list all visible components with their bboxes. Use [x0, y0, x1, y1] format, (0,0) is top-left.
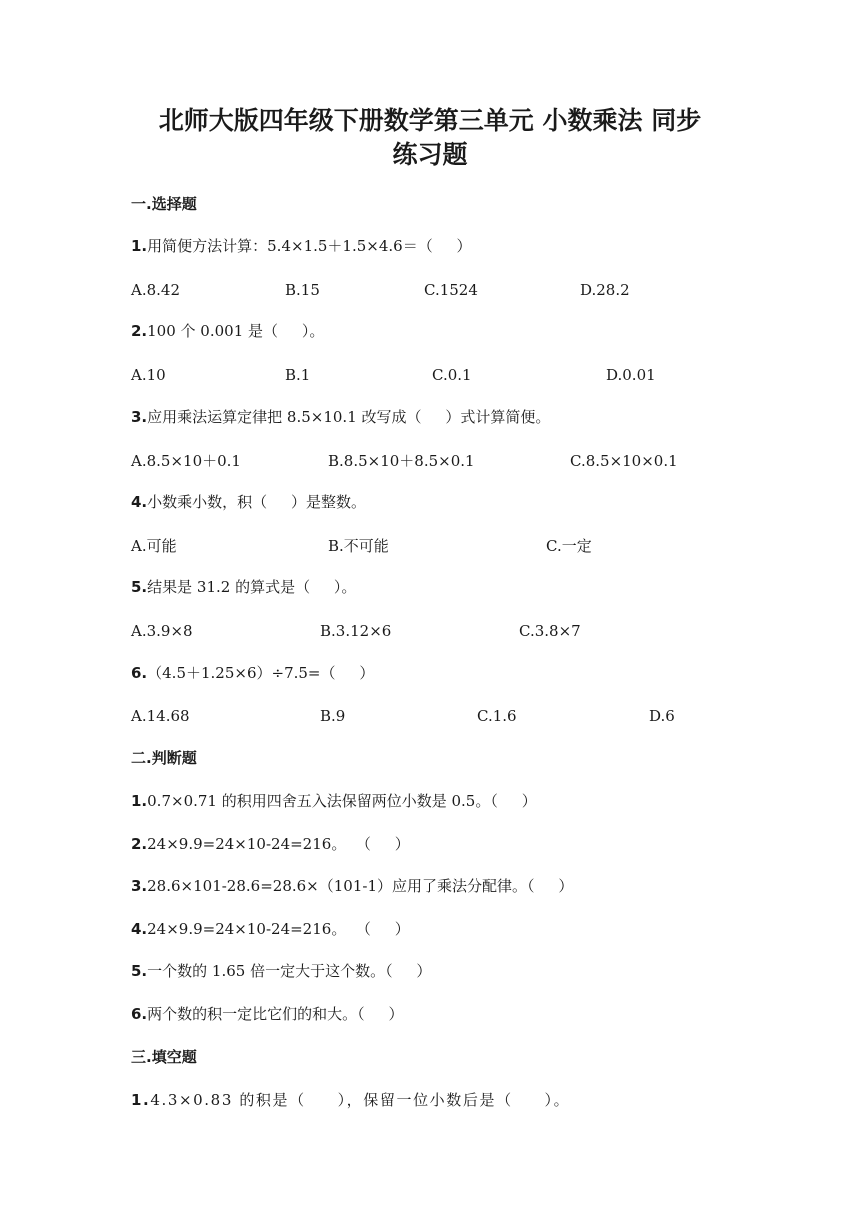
option-b: B.8.5×10＋8.5×0.1 [328, 452, 475, 470]
question-number: 6. [131, 1005, 148, 1023]
choice-question-2 [131, 321, 324, 341]
option-c: C.3.8×7 [519, 622, 581, 640]
question-number: 1. [131, 237, 148, 255]
question-number: 3. [131, 408, 148, 426]
question-text: 24×9.9=24×10-24=216。 （ ） [147, 920, 410, 938]
option-a: A.10 [131, 366, 166, 384]
option-a: A.14.68 [131, 707, 190, 725]
option-d: D.28.2 [580, 281, 630, 299]
option-d: D.0.01 [606, 366, 656, 384]
question-text: 应用乘法运算定律把 8.5×10.1 改写成（ ）式计算简便。 [147, 408, 551, 426]
question-text: 小数乘小数，积（ ）是整数。 [147, 493, 366, 511]
choice-question-5 [131, 577, 356, 597]
question-text: 24×9.9=24×10-24=216。 （ ） [147, 835, 410, 853]
option-c: C.一定 [546, 537, 592, 555]
question-text: 用简便方法计算：5.4×1.5＋1.5×4.6＝（ ） [147, 237, 472, 255]
option-b: B.不可能 [328, 537, 389, 555]
judgement-question-6 [131, 1004, 403, 1024]
option-a: A.8.42 [131, 281, 180, 299]
question-number: 5. [131, 962, 148, 980]
question-text: 结果是 31.2 的算式是（ ）。 [147, 578, 357, 596]
judgement-question-3 [131, 876, 573, 896]
question-text: 两个数的积一定比它们的和大。（ ） [147, 1005, 404, 1023]
choice-question-3 [131, 407, 550, 427]
option-c: C.1524 [424, 281, 478, 299]
question-text: （4.5＋1.25×6）÷7.5=（ ） [147, 664, 375, 682]
question-number: 2. [131, 322, 148, 340]
title-line-1: 北师大版四年级下册数学第三单元 小数乘法 同步 [158, 106, 702, 135]
option-b: B.1 [285, 366, 311, 384]
option-c: C.1.6 [477, 707, 517, 725]
section-heading-fill-in: 三.填空题 [131, 1048, 197, 1066]
judgement-question-1 [131, 791, 537, 811]
question-number: 6. [131, 664, 148, 682]
question-text: 0.7×0.71 的积用四舍五入法保留两位小数是 0.5。（ ） [147, 792, 537, 810]
option-c: C.8.5×10×0.1 [570, 452, 678, 470]
option-a: A.3.9×8 [131, 622, 193, 640]
question-number: 1. [131, 1091, 151, 1109]
question-number: 3. [131, 877, 148, 895]
option-b: B.15 [285, 281, 320, 299]
choice-question-4 [131, 492, 366, 512]
question-text: 4.3×0.83 的积是（ ），保留一位小数后是（ ）。 [150, 1091, 571, 1109]
judgement-question-2 [131, 834, 410, 854]
judgement-question-5 [131, 961, 431, 981]
document-title [0, 104, 860, 172]
title-line-2: 练习题 [392, 140, 468, 169]
section-heading-choice: 一.选择题 [131, 195, 197, 213]
section-heading-judgement: 二.判断题 [131, 749, 197, 767]
fill-in-question-1 [131, 1090, 570, 1110]
question-text: 100 个 0.001 是（ ）。 [147, 322, 325, 340]
option-a: A.可能 [131, 537, 177, 555]
question-number: 1. [131, 792, 148, 810]
option-c: C.0.1 [432, 366, 472, 384]
choice-question-1 [131, 236, 472, 256]
question-number: 4. [131, 920, 148, 938]
option-d: D.6 [649, 707, 675, 725]
question-number: 4. [131, 493, 148, 511]
choice-question-6 [131, 663, 374, 683]
option-b: B.3.12×6 [320, 622, 392, 640]
option-b: B.9 [320, 707, 346, 725]
question-text: 28.6×101-28.6=28.6×（101-1）应用了乘法分配律。（ ） [147, 877, 574, 895]
question-number: 5. [131, 578, 148, 596]
question-number: 2. [131, 835, 148, 853]
judgement-question-4 [131, 919, 410, 939]
option-a: A.8.5×10＋0.1 [131, 452, 241, 470]
question-text: 一个数的 1.65 倍一定大于这个数。（ ） [147, 962, 432, 980]
